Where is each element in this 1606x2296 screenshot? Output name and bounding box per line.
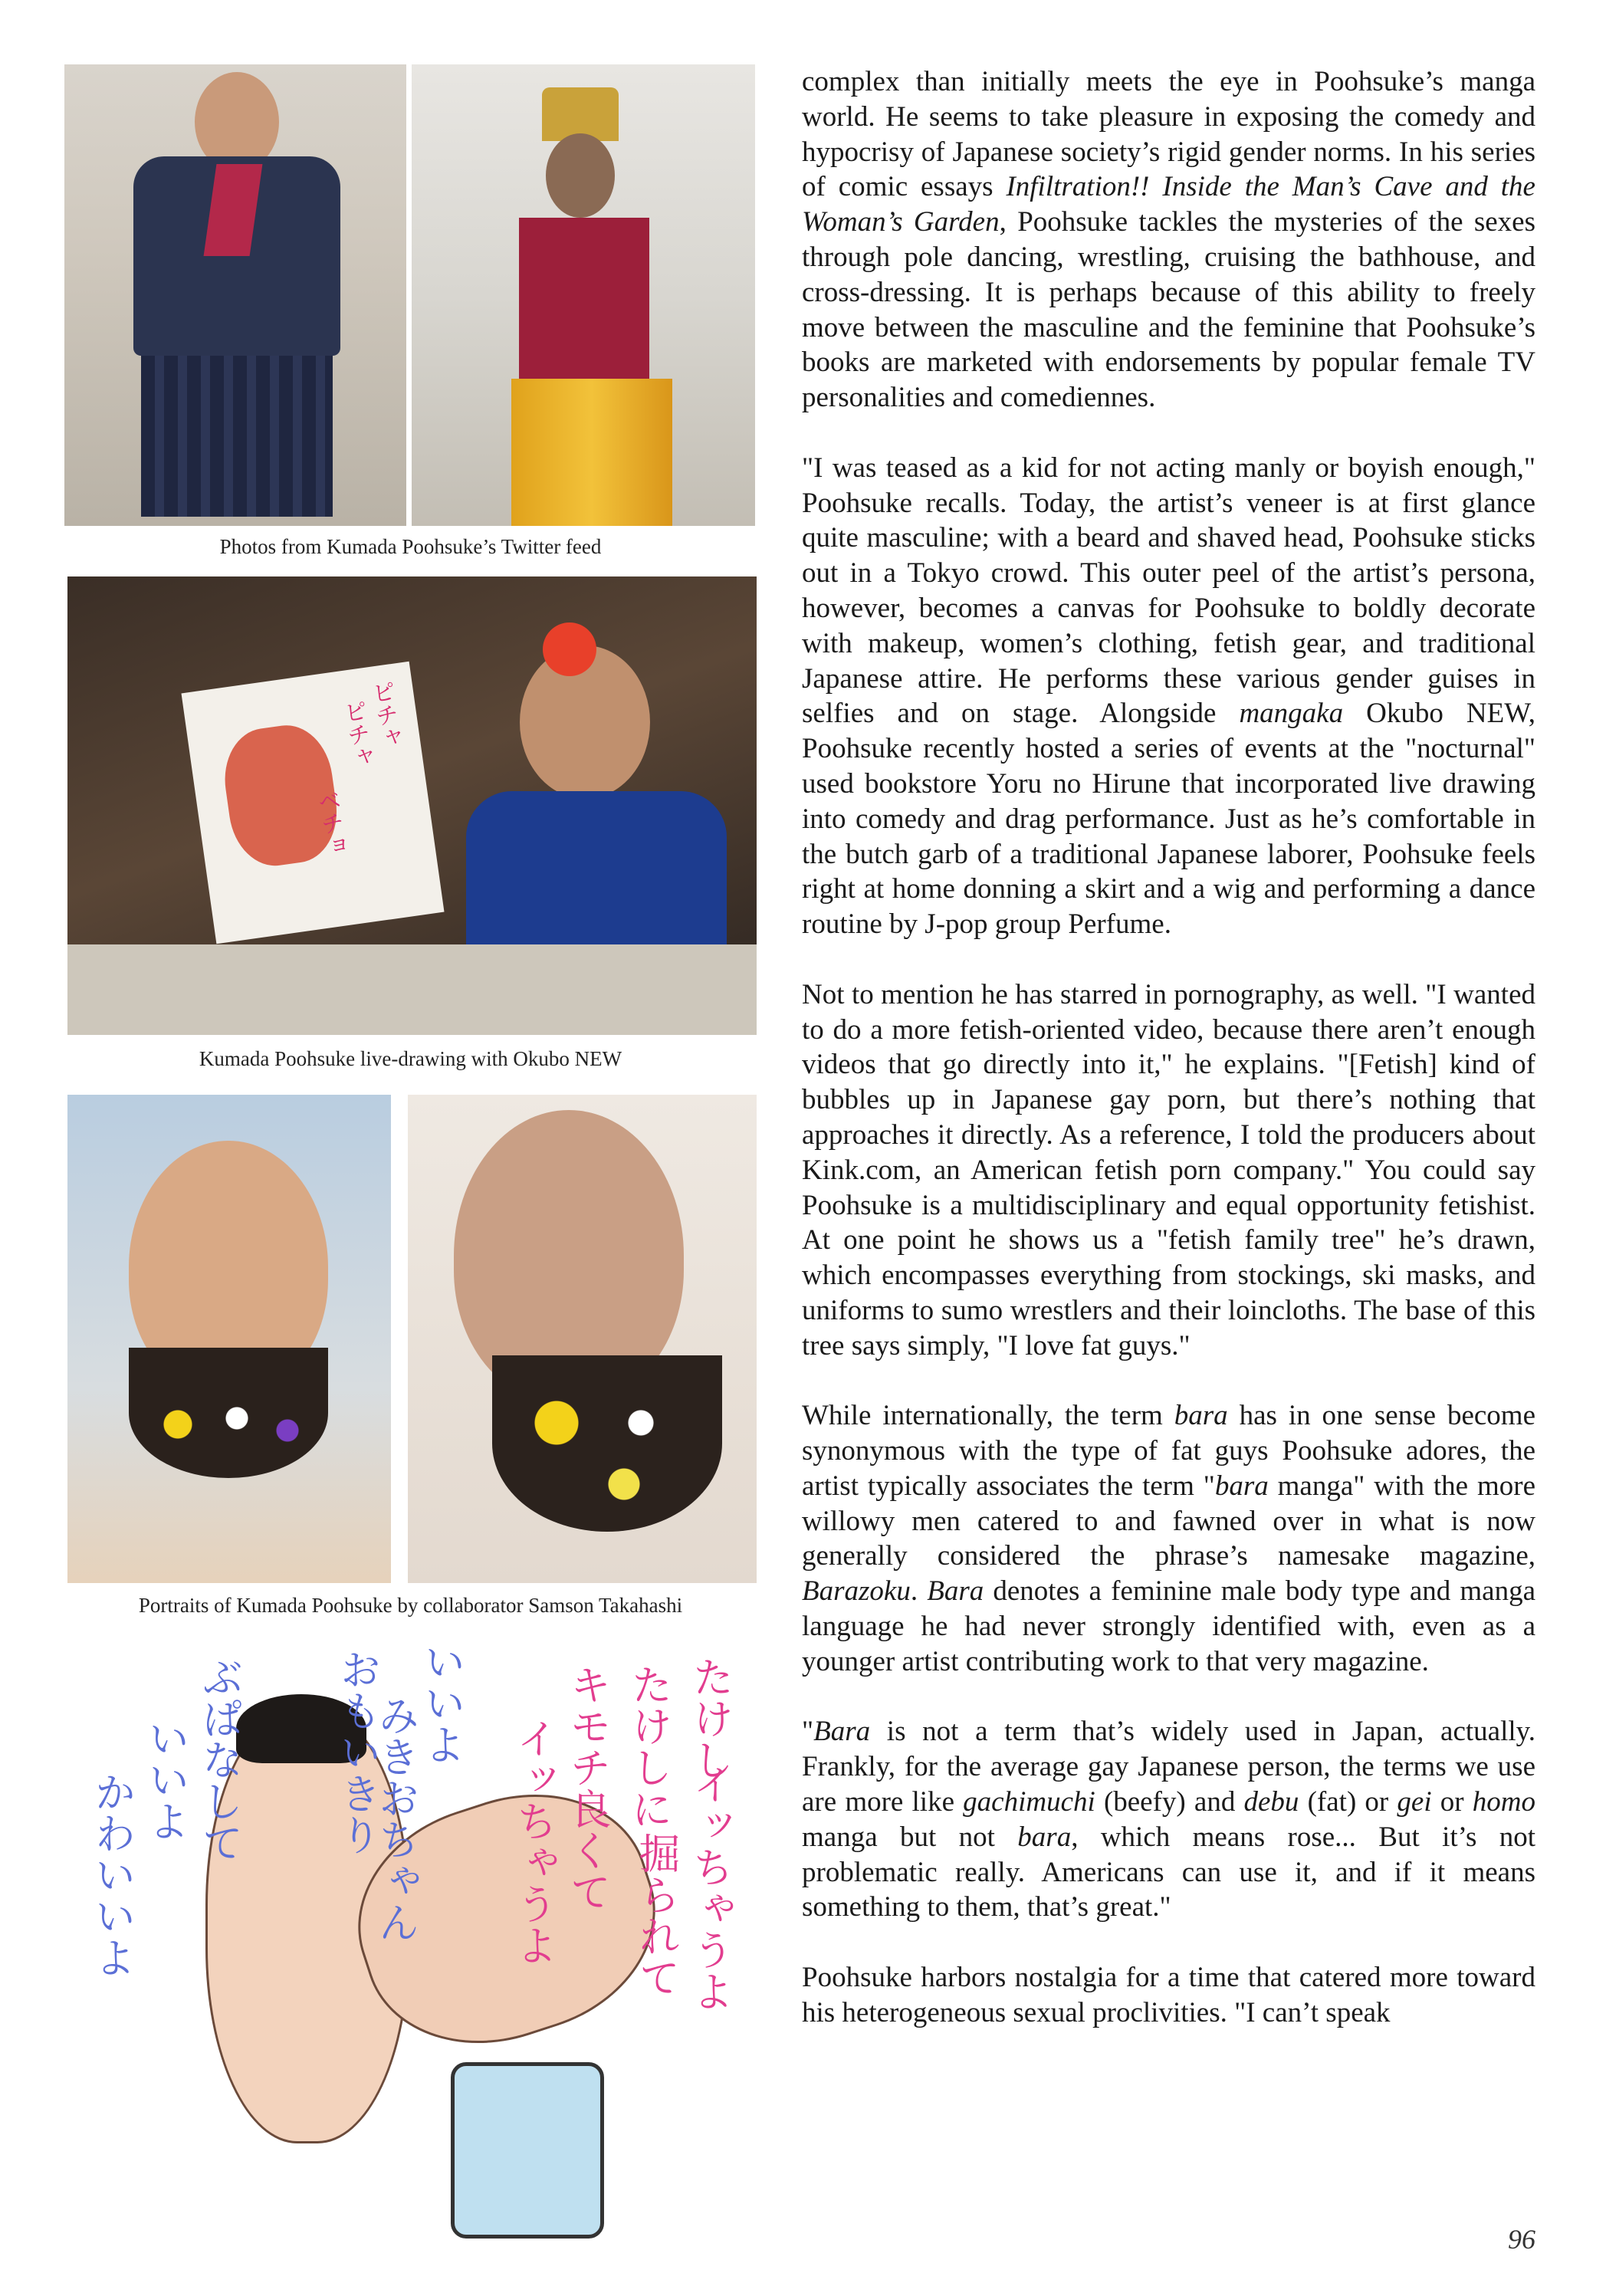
figure-bodice [519, 218, 649, 386]
figure-head [546, 133, 615, 218]
illustration-text-7: キモチ良くて [563, 1664, 612, 1912]
article-paragraph [802, 64, 1535, 416]
beard-flowers [144, 1394, 313, 1455]
italic-text: mangaka [1239, 698, 1344, 730]
italic-text: Barazoku [802, 1575, 911, 1608]
article-paragraph [802, 1960, 1535, 2031]
italic-text: homo [1472, 1786, 1536, 1818]
caption-portraits: Portraits of Kumada Poohsuke by collaborator Samson Takahashi [138, 1594, 683, 1617]
italic-text: bara [1017, 1821, 1072, 1853]
page-number: 96 [1508, 2224, 1535, 2255]
illustration-text-4: おもいきり [333, 1648, 382, 1855]
illustration-chair [451, 2062, 604, 2239]
text-segment: "I was teased as a kid for not acting manly or boyish enough," Poohsuke recalls. Today, the artist’s veneer is at first glance quite masculine; with a beard and shaved head, Poohsuke sticks out in a Tokyo crowd. This outer peel of the artist’s persona, however, becomes a canvas for Poohsuke to boldly decorate with makeup, women’s clothing, fetish gear, and traditional Japanese attire. He performs these various gender guises in selfies and on stage. Alongside [802, 452, 1535, 730]
text-segment: manga" with the more willowy men catered to and fawned over in what is now generally considered the phrase’s namesake magazine, [802, 1470, 1535, 1572]
text-segment: manga but not [802, 1821, 1018, 1853]
photo-live-drawing [67, 576, 757, 1035]
text-segment: Not to mention he has starred in pornography, as well. "I wanted to do a more fetish-oriented video, because there aren’t enough videos that go directly into it," he explains. "[Fetish] kind of bubbles up in Japanese gay porn, but there’s nothing that approaches it directly. As a reference, I told the producers about Kink.com, an American fetish porn company." You could say Poohsuke is a multidisciplinary and equal opportunity fetishist. At one point he shows us a "fetish family tree" he’s drawn, which encompasses everything from stockings, ski masks, and uniforms to sumo wrestlers and their loincloths. The base of this tree says simply, "I love fat guys." [802, 978, 1535, 1362]
article-paragraph [802, 451, 1535, 942]
text-segment: complex than initially meets the eye in Poohsuke’s manga world. He seems to take pleasure in exposing the comedy and hypocrisy of Japanese society’s rigid gender norms. In his series of comic essays [802, 66, 1535, 203]
italic-text: Bara [927, 1575, 984, 1608]
italic-text: gei [1397, 1786, 1432, 1818]
text-segment: denotes a feminine male body type and manga language he had never strongly identified with, even as a younger artist contributing work to that very magazine. [802, 1575, 1536, 1677]
illustration-text-6: みきおちゃん [372, 1694, 420, 1943]
text-segment: has in one sense become synonymous with the type of fat guys Poohsuke adores, the artist typically associates the term " [802, 1400, 1535, 1502]
text-segment: Okubo NEW, Poohsuke recently hosted a series of events at the "nocturnal" used bookstore Yoru no Hirune that incorporated live drawing into comedy and drag performance. Just as he’s comfortable in the butch garb of a traditional Japanese laborer, Poohsuke feels right at home donning a skirt and a wig and performing a dance routine by J-pop group Perfume. [802, 698, 1535, 941]
illustration-text-11: イッちゃうよ [686, 1763, 734, 2012]
figure-skirt [141, 356, 333, 517]
italic-text: bara [1174, 1400, 1228, 1432]
illustration-text-1: ぶぱなして [195, 1656, 244, 1863]
drawing-sign-text-2: ピチャ [338, 698, 375, 771]
text-segment: , which means rose... But it’s not problematic really. Americans can use it, and if it means something to them, that’s great." [802, 1821, 1535, 1923]
illustration-text-12: 掘られて [632, 1832, 681, 1998]
caption-live-drawing: Kumada Poohsuke live-drawing with Okubo NEW [199, 1047, 622, 1070]
text-segment: While internationally, the term [802, 1400, 1174, 1432]
italic-text: Infiltration!! Inside the Man’s Cave and the Woman’s Garden [802, 171, 1535, 238]
text-segment: is not a term that’s widely used in Japan, actually. Frankly, for the average gay Japanese person, the terms we use are more like [802, 1716, 1535, 1818]
text-segment: or [1431, 1786, 1473, 1818]
illustration-text-2: いいよ [142, 1717, 190, 1841]
italic-text: bara [1214, 1470, 1269, 1502]
photo-dancer-costume [412, 64, 755, 526]
desk [67, 944, 757, 1035]
text-segment: . [910, 1575, 928, 1608]
beard-flowers [523, 1386, 691, 1509]
photo-portrait-profile [408, 1095, 757, 1583]
illustration-text-5: いいよ [418, 1641, 466, 1765]
drawing-sheet [181, 662, 444, 944]
text-segment: , Poohsuke tackles the mysteries of the sexes through pole dancing, wrestling, cruising the bathhouse, and cross-dressing. It is perhaps because of this ability to freely move between the masculine and the feminine that Poohsuke’s books are marketed with endorsements by popular female TV personalities and comediennes. [802, 206, 1536, 414]
italic-text: debu [1243, 1786, 1299, 1818]
photo-portrait-front [67, 1095, 391, 1583]
drawing-sign-text-3: ベチョ [311, 787, 349, 860]
manga-illustration [67, 1633, 757, 2285]
caption-twitter-photos: Photos from Kumada Poohsuke’s Twitter feed [219, 535, 602, 558]
text-segment: " [802, 1716, 814, 1748]
article-paragraph [802, 1714, 1535, 1925]
article-paragraph [802, 1398, 1535, 1679]
illustration-text-10: たけし [686, 1656, 734, 1780]
italic-text: Bara [813, 1716, 871, 1748]
article-paragraph [802, 977, 1535, 1364]
text-segment: Poohsuke harbors nostalgia for a time that catered more toward his heterogeneous sexual proclivities. "I can’t speak [802, 1962, 1535, 2028]
illustration-text-8: イッちゃうよ [510, 1717, 558, 1966]
illustration-text-3: かわいいよ [88, 1771, 136, 1978]
artist-flower [543, 622, 596, 676]
text-segment: (beefy) and [1095, 1786, 1244, 1818]
figure-skirt [511, 379, 672, 526]
drawing-sign-text-1: ピチャ [366, 678, 403, 751]
text-segment: (fat) or [1299, 1786, 1397, 1818]
illustration-text-9: たけしに [625, 1664, 673, 1829]
photo-sailor-uniform-selfie [64, 64, 406, 526]
italic-text: gachimuchi [963, 1786, 1095, 1818]
article-body [802, 64, 1535, 2065]
